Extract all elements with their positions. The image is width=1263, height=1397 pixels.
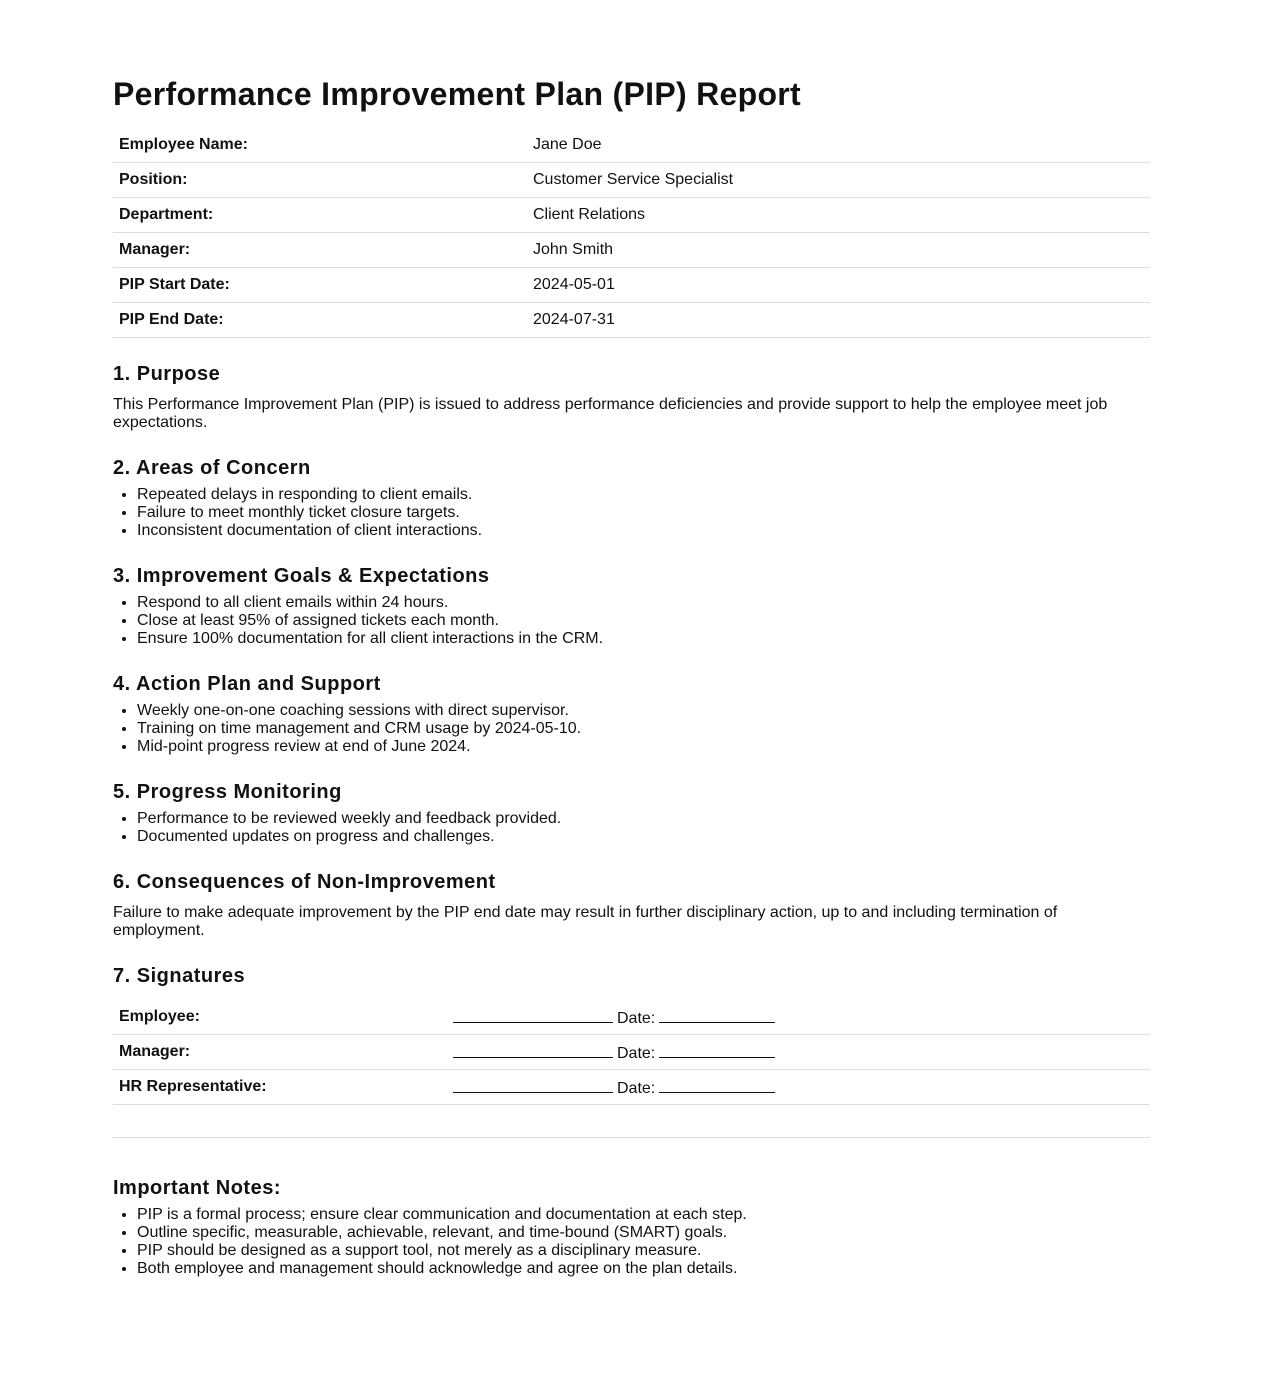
info-value: 2024-05-01: [527, 268, 1150, 303]
list-item: • Ensure 100% documentation for all client interactions in the CRM.: [137, 630, 1150, 648]
info-value: Client Relations: [527, 198, 1150, 233]
signature-table: [113, 1000, 1150, 1105]
section-heading: Important Notes:: [113, 1177, 281, 1199]
date-line[interactable]: [659, 1077, 775, 1093]
section-heading: 6. Consequences of Non-Improvement: [113, 871, 496, 893]
signature-line[interactable]: [453, 1007, 613, 1023]
signature-line[interactable]: [453, 1077, 613, 1093]
list-item: • Performance to be reviewed weekly and feedback provided.: [137, 810, 1150, 828]
section-signatures: [113, 962, 1150, 1105]
date-label: Date:: [617, 1044, 656, 1062]
info-value: John Smith: [527, 233, 1150, 268]
section-heading: 7. Signatures: [113, 965, 246, 987]
section-divider: [113, 1137, 1150, 1138]
section-progress-monitoring: [113, 778, 1150, 846]
action-plan-list: [113, 702, 1150, 756]
signature-row-employee: [113, 1000, 1150, 1035]
list-item: • Weekly one-on-one coaching sessions with direct supervisor.: [137, 702, 1150, 720]
section-heading: 4. Action Plan and Support: [113, 673, 381, 695]
section-important-notes: [113, 1174, 1150, 1278]
concern-list: [113, 486, 1150, 540]
info-label: PIP End Date:: [113, 303, 527, 338]
signature-label: Employee:: [113, 1000, 447, 1035]
section-heading: 2. Areas of Concern: [113, 457, 311, 479]
info-label: Position:: [113, 163, 527, 198]
signature-fields: [447, 1035, 1150, 1070]
list-item: • Failure to meet monthly ticket closure targets.: [137, 504, 1150, 522]
date-label: Date:: [617, 1079, 656, 1097]
list-item: • Training on time management and CRM usage by 2024-05-10.: [137, 720, 1150, 738]
info-label: Manager:: [113, 233, 527, 268]
list-item: • PIP is a formal process; ensure clear communication and documentation at each step.: [137, 1206, 1150, 1224]
signature-row-manager: [113, 1035, 1150, 1070]
list-item: • Both employee and management should acknowledge and agree on the plan details.: [137, 1260, 1150, 1278]
monitoring-list: [113, 810, 1150, 846]
date-line[interactable]: [659, 1007, 775, 1023]
list-item: • Mid-point progress review at end of June 2024.: [137, 738, 1150, 756]
section-heading: 3. Improvement Goals & Expectations: [113, 565, 490, 587]
info-row-position: [113, 163, 1150, 198]
list-item: • PIP should be designed as a support tool, not merely as a disciplinary measure.: [137, 1242, 1150, 1260]
list-item: • Respond to all client emails within 24 hours.: [137, 594, 1150, 612]
pip-report: [113, 0, 1150, 1278]
section-heading: 5. Progress Monitoring: [113, 781, 342, 803]
section-consequences: [113, 868, 1150, 940]
info-value: 2024-07-31: [527, 303, 1150, 338]
section-heading: 1. Purpose: [113, 363, 221, 385]
info-label: Employee Name:: [113, 128, 527, 163]
signature-fields: [447, 1000, 1150, 1035]
goal-list: [113, 594, 1150, 648]
employee-info-table: [113, 128, 1150, 338]
list-item: • Outline specific, measurable, achievable, relevant, and time-bound (SMART) goals.: [137, 1224, 1150, 1242]
signature-line[interactable]: [453, 1042, 613, 1058]
section-areas-of-concern: [113, 454, 1150, 540]
section-goals: [113, 562, 1150, 648]
signature-label: Manager:: [113, 1035, 447, 1070]
list-item: • Close at least 95% of assigned tickets each month.: [137, 612, 1150, 630]
info-value: Jane Doe: [527, 128, 1150, 163]
info-row-manager: [113, 233, 1150, 268]
date-line[interactable]: [659, 1042, 775, 1058]
section-text: This Performance Improvement Plan (PIP) is issued to address performance deficiencies and provide support to help the employee meet job expectations.: [113, 396, 1108, 431]
info-value: Customer Service Specialist: [527, 163, 1150, 198]
notes-list: [113, 1206, 1150, 1278]
list-item: • Inconsistent documentation of client interactions.: [137, 522, 1150, 540]
list-item: • Repeated delays in responding to client emails.: [137, 486, 1150, 504]
info-label: PIP Start Date:: [113, 268, 527, 303]
page-title: Performance Improvement Plan (PIP) Report: [113, 76, 802, 112]
info-row-end-date: [113, 303, 1150, 338]
info-row-department: [113, 198, 1150, 233]
signature-row-hr: [113, 1070, 1150, 1105]
signature-label: HR Representative:: [113, 1070, 447, 1105]
section-text: Failure to make adequate improvement by the PIP end date may result in further disciplinary action, up to and including termination of employment.: [113, 904, 1058, 939]
signature-fields: [447, 1070, 1150, 1105]
section-action-plan: [113, 670, 1150, 756]
info-row-start-date: [113, 268, 1150, 303]
date-label: Date:: [617, 1009, 656, 1027]
section-purpose: [113, 360, 1150, 432]
list-item: • Documented updates on progress and challenges.: [137, 828, 1150, 846]
info-row-employee-name: [113, 128, 1150, 163]
info-label: Department:: [113, 198, 527, 233]
